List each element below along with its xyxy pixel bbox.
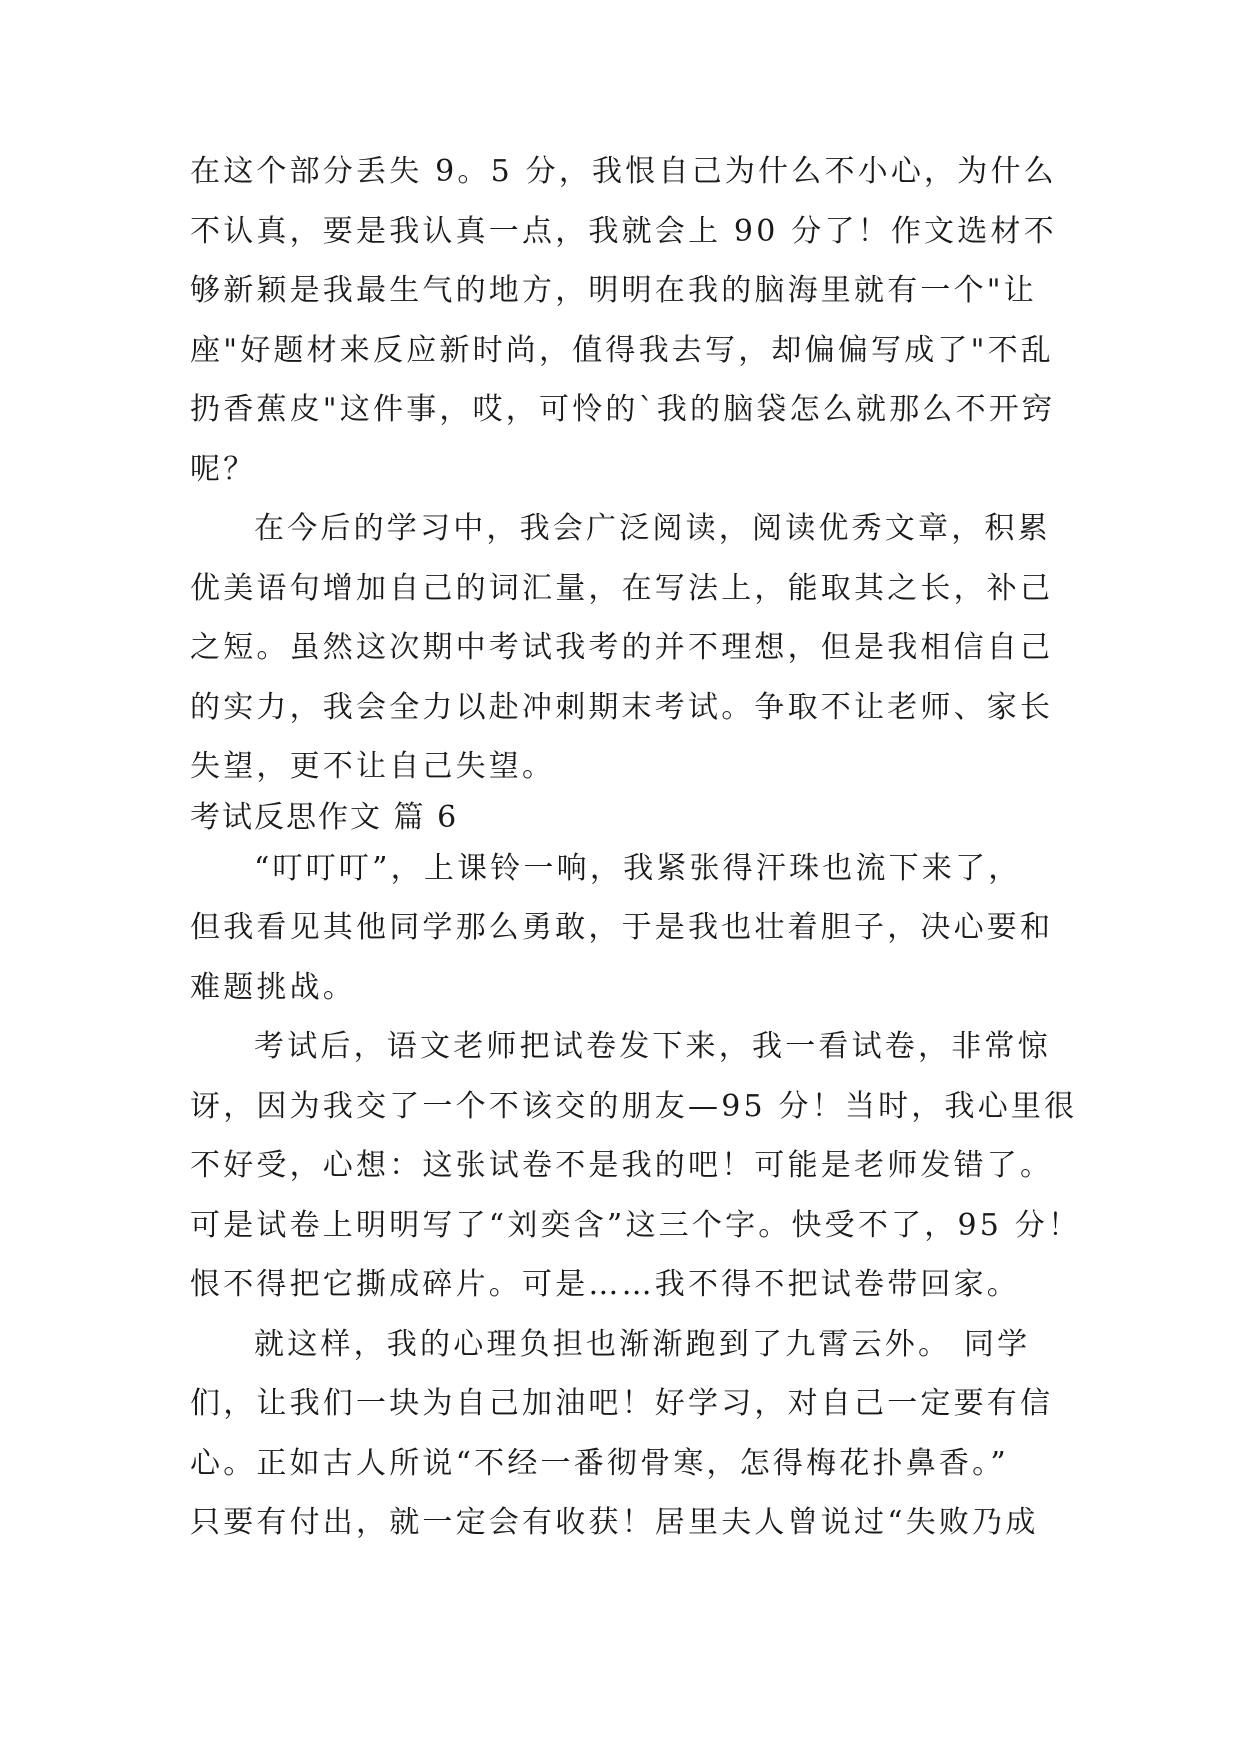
text-line: 难题挑战。 [190, 970, 356, 1005]
text-line: 够新颖是我最生气的地方，明明在我的脑海里就有一个"让 [190, 273, 1037, 308]
text-line: 之短。虽然这次期中考试我考的并不理想，但是我相信自己 [190, 630, 1054, 665]
paragraph-start-line: 考试后，语文老师把试卷发下来，我一看试卷，非常惊 [254, 1029, 1051, 1064]
paragraph-start-line: “叮叮叮”，上课铃一响，我紧张得汗珠也流下来了， [254, 851, 1022, 886]
text-line: 扔香蕉皮"这件事，哎，可怜的`我的脑袋怎么就那么不开窍 [190, 392, 1056, 427]
section-heading: 考试反思作文 篇 6 [190, 800, 459, 835]
text-line: 呢？ [190, 452, 257, 487]
text-line: 可是试卷上明明写了“刘奕含”这三个字。快受不了，95 分！ [190, 1208, 1082, 1243]
text-line: 但我看见其他同学那么勇敢，于是我也壮着胆子，决心要和 [190, 910, 1054, 945]
text-line: 的实力，我会全力以赴冲刺期末考试。争取不让老师、家长 [190, 690, 1054, 725]
text-line: 不认真，要是我认真一点，我就会上 90 分了！作文选材不 [190, 214, 1057, 249]
text-line: 失望，更不让自己失望。 [190, 749, 556, 784]
text-line: 只要有付出，就一定会有收获！居里夫人曾说过“失败乃成 [190, 1505, 1039, 1540]
text-line: 优美语句增加自己的词汇量，在写法上，能取其之长，补己 [190, 571, 1054, 606]
paragraph-start-line: 在今后的学习中，我会广泛阅读，阅读优秀文章，积累 [254, 511, 1051, 546]
paragraph-start-line: 就这样，我的心理负担也渐渐跑到了九霄云外。 同学 [254, 1327, 1031, 1362]
text-line: 们，让我们一块为自己加油吧！好学习，对自己一定要有信 [190, 1386, 1054, 1421]
text-line: 不好受，心想：这张试卷不是我的吧！可能是老师发错了。 [190, 1148, 1054, 1183]
text-line: 讶，因为我交了一个不该交的朋友—95 分！当时，我心里很 [190, 1089, 1078, 1124]
text-line: 座"好题材来反应新时尚，值得我去写，却偏偏写成了"不乱 [190, 333, 1054, 368]
text-line: 在这个部分丢失 9。5 分，我恨自己为什么不小心，为什么 [190, 154, 1057, 189]
text-line: 恨不得把它撕成碎片。可是……我不得不把试卷带回家。 [190, 1267, 1020, 1302]
text-line: 心。正如古人所说“不经一番彻骨寒，怎得梅花扑鼻香。” [190, 1446, 1009, 1481]
